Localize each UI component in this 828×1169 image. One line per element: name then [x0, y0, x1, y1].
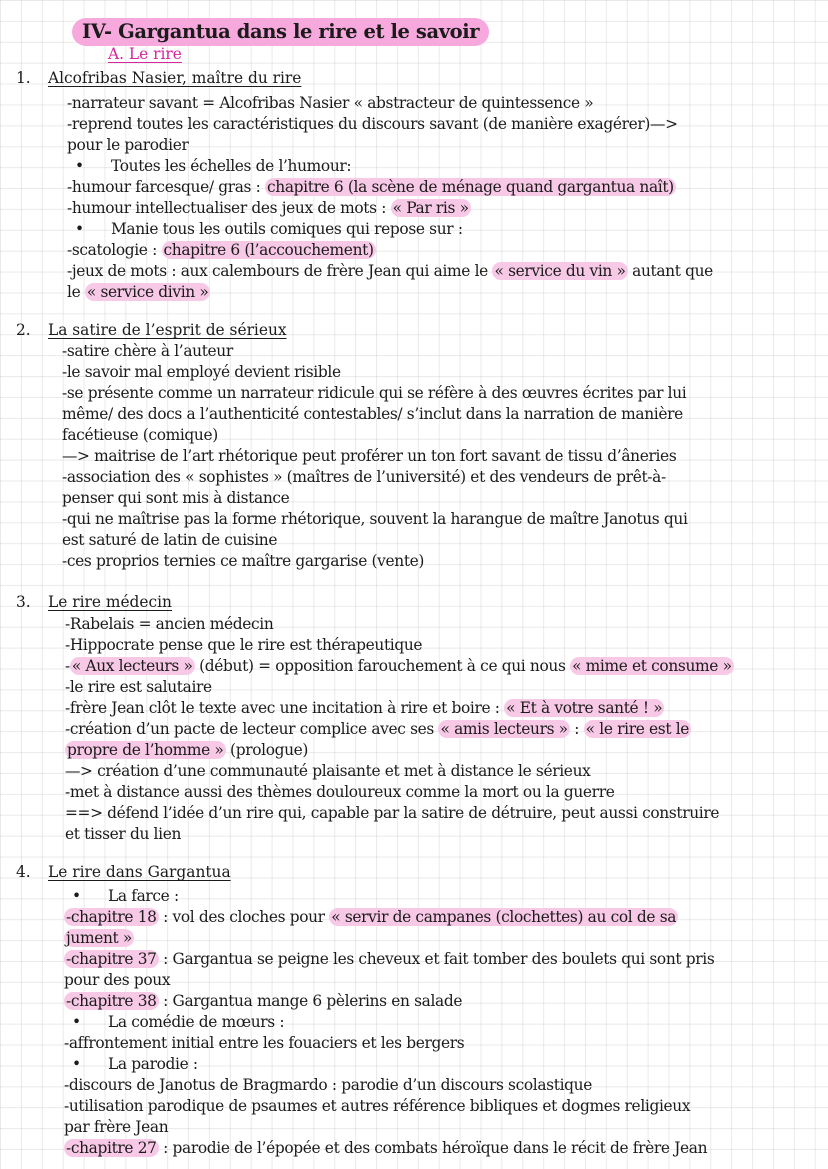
text-line: -association des « sophistes » (maîtres de l’université) et des vendeurs de prêt-à- [62, 468, 666, 486]
bullet-item: • La farce : [64, 886, 179, 907]
text-line: -reprend toutes les caractéristiques du discours savant (de manière exagérer)—> [67, 115, 678, 133]
highlight: chapitre 6 (la scène de ménage quand gargantua naît) [267, 178, 674, 196]
bullet-item: • Toutes les échelles de l’humour: [67, 156, 351, 177]
subtitle: A. Le rire [108, 45, 182, 63]
highlight: -chapitre 38 [66, 992, 157, 1010]
text-line: -satire chère à l’auteur [62, 342, 233, 360]
highlight: chapitre 6 (l’accouchement) [163, 241, 374, 259]
text-line: propre de l’homme » (prologue) [67, 741, 309, 759]
page-title: IV- Gargantua dans le rire et le savoir [72, 18, 489, 46]
section-3-heading: 3. Le rire médecin [16, 593, 172, 611]
text-line: -met à distance aussi des thèmes douloureux comme la mort ou la guerre [65, 783, 615, 801]
highlight: « mime et consume » [572, 657, 732, 675]
text-line: pour des poux [64, 971, 171, 989]
text-line: est saturé de latin de cuisine [62, 531, 278, 549]
highlight: « service divin » [86, 283, 209, 301]
text-line: -frère Jean clôt le texte avec une incitation à rire et boire : « Et à votre santé ! » [65, 699, 663, 717]
text-line: -jeux de mots : aux calembours de frère Jean qui aime le « service du vin » autant que [67, 262, 713, 280]
text-line: -chapitre 38 : Gargantua mange 6 pèlerins en salade [66, 992, 463, 1010]
text-line: facétieuse (comique) [62, 426, 218, 444]
highlight: « servir de campanes (clochettes) au col de sa [331, 908, 677, 926]
text-line: -ces proprios ternies ce maître gargarise (vente) [62, 552, 425, 570]
bullet-item: • La parodie : [64, 1054, 198, 1075]
text-line: -narrateur savant = Alcofribas Nasier « abstracteur de quintessence » [67, 94, 594, 112]
text-line: -Rabelais = ancien médecin [65, 615, 274, 633]
text-line: et tisser du lien [65, 825, 182, 843]
section-1-heading: 1. Alcofribas Nasier, maître du rire [16, 69, 302, 87]
text-line: —> création d’une communauté plaisante et met à distance le sérieux [65, 762, 591, 780]
highlight: jument » [66, 929, 132, 947]
text-line: même/ des docs a l’authenticité contestables/ s’inclut dans la narration de manière [62, 405, 683, 423]
section-4-heading: 4. Le rire dans Gargantua [16, 863, 231, 881]
bullet-item: • La comédie de mœurs : [64, 1012, 284, 1033]
text-line: penser qui sont mis à distance [62, 489, 290, 507]
highlight: « Par ris » [392, 199, 469, 217]
text-line: -le rire est salutaire [65, 678, 212, 696]
text-line: -humour intellectualiser des jeux de mots : « Par ris » [67, 199, 469, 217]
text-line: —> maitrise de l’art rhétorique peut proférer un ton fort savant de tissu d’âneries [62, 447, 677, 465]
bullet-item: • Manie tous les outils comiques qui repose sur : [67, 219, 463, 240]
text-line: -le savoir mal employé devient risible [62, 363, 341, 381]
text-line: pour le parodier [67, 136, 189, 154]
text-line: -chapitre 27 : parodie de l’épopée et des combats héroïque dans le récit de frère Jean [66, 1139, 708, 1157]
text-line: -chapitre 18 : vol des cloches pour « servir de campanes (clochettes) au col de sa [66, 908, 677, 926]
highlight: « service du vin » [494, 262, 626, 280]
highlight: -chapitre 37 [66, 950, 157, 968]
section-2-heading: 2. La satire de l’esprit de sérieux [16, 321, 287, 339]
text-line: -utilisation parodique de psaumes et autres référence bibliques et dogmes religieux [64, 1097, 691, 1115]
highlight: « le rire est le [585, 720, 690, 738]
text-line: -se présente comme un narrateur ridicule qui se réfère à des œuvres écrites par lui [62, 384, 687, 402]
text-line: -discours de Janotus de Bragmardo : parodie d’un discours scolastique [64, 1076, 592, 1094]
highlight: -chapitre 18 [66, 908, 157, 926]
text-line: - « Aux lecteurs » (début) = opposition farouchement à ce qui nous « mime et consume » [65, 657, 732, 675]
highlight: -chapitre 27 [66, 1139, 157, 1157]
text-line: -humour farcesque/ gras : chapitre 6 (la scène de ménage quand gargantua naît) [67, 178, 674, 196]
highlight: « amis lecteurs » [440, 720, 568, 738]
text-line: -Hippocrate pense que le rire est thérapeutique [65, 636, 423, 654]
highlight: propre de l’homme » [67, 741, 224, 759]
text-line: -affrontement initial entre les fouaciers et les bergers [64, 1034, 465, 1052]
text-line [64, 928, 134, 949]
highlight: « Et à votre santé ! » [506, 699, 663, 717]
text-line: par frère Jean [64, 1118, 169, 1136]
text-line: ==> défend l’idée d’un rire qui, capable par la satire de détruire, peut aussi construire [65, 804, 720, 822]
text-line: -chapitre 37 : Gargantua se peigne les cheveux et fait tomber des boulets qui sont pris [66, 950, 715, 968]
text-line: -création d’un pacte de lecteur complice avec ses « amis lecteurs » : « le rire est le [65, 720, 690, 738]
text-line: -qui ne maîtrise pas la forme rhétorique, souvent la harangue de maître Janotus qui [62, 510, 688, 528]
text-line: le « service divin » [67, 283, 209, 301]
highlight: « Aux lecteurs » [71, 657, 193, 675]
text-line: -scatologie : chapitre 6 (l’accouchement) [67, 241, 374, 259]
